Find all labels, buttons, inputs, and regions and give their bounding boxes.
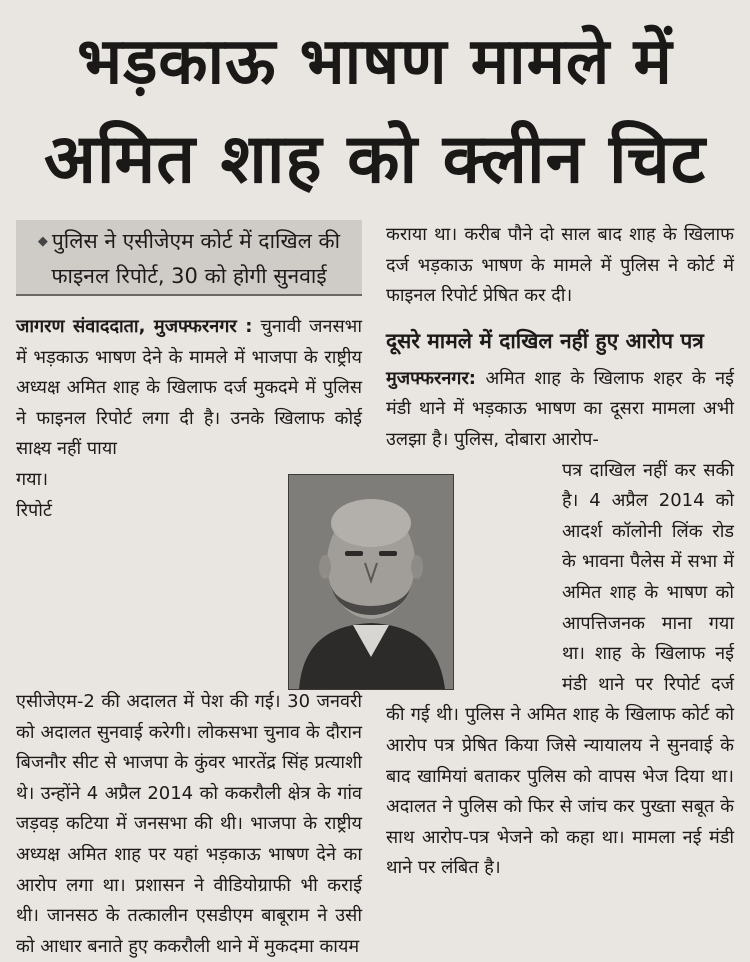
subheadline-text: पुलिस ने एसीजेएम कोर्ट में दाखिल की फाइनल रिपोर्ट, 30 को होगी सुनवाई [51, 229, 341, 288]
right-para-2a-wrap [386, 364, 734, 456]
diamond-bullet-icon: ◆ [37, 234, 48, 249]
dateline: जागरण संवाददाता, मुजफ्फरनगर : [16, 316, 253, 337]
section-subheading: दूसरे मामले में दाखिल नहीं हुए आरोप पत्र [386, 328, 704, 353]
left-para-1b: गया। रिपोर्ट एसीजेएम-2 की अदालत में पेश की गई। 30 जनवरी को अदालत सुनवाई करेगी। लोकसभा चुनाव के दौरान बिजनौर सीट से भाजपा के कुंवर भारतेंद्र सिंह प्रत्याशी थे। उन्होंने 4 अप्रैल 2014 को ककरौली क्षेत्र के गांव जड़वड़ कटिया में जनसभा की थी। भाजपा के राष्ट्रीय अध्यक्ष अमित शाह पर यहां भड़काऊ भाषण देने का आरोप लगा था। प्रशासन ने वीडियोग्राफी भी कराई थी। जानसठ के तत्कालीन एसडीएम बाबूराम ने उसी को आधार बनाते हुए ककरौली थाने में मुकदमा कायम [16, 468, 362, 957]
portrait-photo [288, 474, 454, 690]
subheadline-box [16, 220, 362, 296]
right-para-top: कराया था। करीब पौने दो साल बाद शाह के खिलाफ दर्ज भड़काऊ भाषण के मामले में पुलिस ने कोर्ट में फाइनल रिपोर्ट प्रेषित कर दी। [386, 224, 734, 307]
left-para-1 [16, 312, 362, 465]
headline-line-2: अमित शाह को क्लीन चिट [43, 120, 707, 199]
left-para-1a: चुनावी जनसभा में भड़काऊ भाषण देने के मामले में भाजपा के राष्ट्रीय अध्यक्ष अमित शाह के खिलाफ दर्ज मुकदमे में पुलिस ने फाइनल रिपोर्ट लगा दी है। उनके खिलाफ कोई साक्ष्य नहीं पाया [16, 316, 362, 460]
right-para-2a: अमित शाह के खिलाफ शहर के नई मंडी थाने में भड़काऊ भाषण का दूसरा मामला अभी उलझा है। पुलिस, दोबारा आरोप- [386, 367, 734, 450]
headline-line-1: भड़काऊ भाषण मामले में [77, 25, 673, 99]
portrait-illustration [289, 475, 453, 689]
right-para-2b: पत्र दाखिल नहीं कर सकी है। 4 अप्रैल 2014 को आदर्श कॉलोनी लिंक रोड के भावना पैलेस में सभा में अमित शाह के भाषण को आपत्तिजनक माना गया था। शाह के खिलाफ नई मंडी थाने पर रिपोर्ट दर्ज की गई थी। पुलिस ने अमित शाह के खिलाफ कोर्ट को आरोप पत्र प्रेषित किया जिसे न्यायालय ने सुनवाई के बाद खामियां बताकर पुलिस को वापस भेज दिया था। अदालत ने पुलिस को फिर से जांच कर पुख्ता सबूत के साथ आरोप-पत्र भेजने को कहा था। मामला नई मंडी थाने पर लंबित है। [386, 459, 734, 879]
dateline-2: मुजफ्फरनगर: [386, 367, 476, 389]
